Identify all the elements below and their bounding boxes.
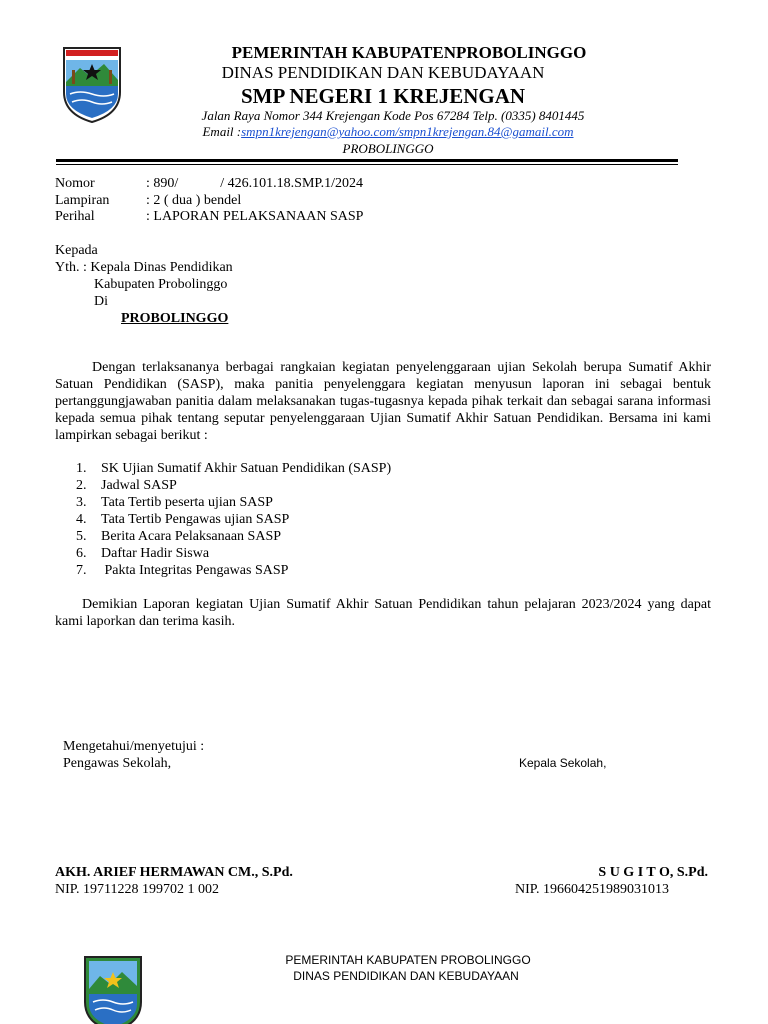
nomor-label: Nomor bbox=[55, 176, 95, 191]
sig-right-nip: NIP. 196604251989031013 bbox=[515, 882, 670, 897]
recipient-di: Di bbox=[94, 294, 108, 309]
recipient-kepada: Kepada bbox=[55, 243, 98, 258]
closing-paragraph: Demikian Laporan kegiatan Ujian Sumatif Akhir Satuan Pendidikan tahun pelajaran 2023/2024 yang dapat kami laporkan dan terima kasih. bbox=[55, 597, 711, 629]
body-paragraph: Dengan terlaksananya berbagai rangkaian kegiatan penyelenggaraan ujian Sekolah berupa Sumatif Akhir Satuan Pendidikan (SASP), maka panitia penyelenggara kegiatan menyusun laporan ini sebagai bentuk pertanggungjawaban panitia dalam melaksanakan tugas-tugasnya kepada pihak terkait dan sebagai sarana informasi kepada semua pihak tentang seputar penyelenggaraan Ujian Sumatif Akhir Satuan Pendidikan. Bersama ini kami lampirkan sebagai berikut : bbox=[55, 360, 711, 443]
header-school-name: SMP NEGERI 1 KREJENGAN bbox=[240, 84, 526, 108]
header-rule-thick bbox=[56, 159, 678, 162]
nomor-value: : 890/ / 426.101.18.SMP.1/2024 bbox=[146, 176, 364, 191]
email-label: Email : bbox=[202, 124, 242, 139]
perihal-value: : LAPORAN PELAKSANAAN SASP bbox=[146, 209, 364, 224]
sig-right-title: Kepala Sekolah, bbox=[519, 756, 607, 770]
email-link[interactable]: smpn1krejengan@yahoo.com/smpn1krejengan.84@gamail.com bbox=[241, 124, 574, 139]
sig-left-title1: Mengetahui/menyetujui : bbox=[63, 739, 205, 754]
header-department: DINAS PENDIDIKAN DAN KEBUDAYAAN bbox=[221, 63, 545, 82]
header-address: Jalan Raya Nomor 344 Krejengan Kode Pos 67284 Telp. (0335) 8401445 bbox=[201, 108, 585, 123]
sig-left-title2: Pengawas Sekolah, bbox=[63, 756, 172, 771]
header-government: PEMERINTAH KABUPATENPROBOLINGGO bbox=[231, 43, 587, 62]
recipient-line2: Kabupaten Probolinggo bbox=[94, 277, 228, 292]
next-header-department: DINAS PENDIDIKAN DAN KEBUDAYAAN bbox=[293, 969, 519, 983]
lampiran-label: Lampiran bbox=[55, 193, 110, 208]
sig-right-name: S U G I T O, S.Pd. bbox=[598, 865, 708, 880]
header-city: PROBOLINGGO bbox=[342, 141, 434, 156]
sig-left-nip: NIP. 19711228 199702 1 002 bbox=[55, 882, 219, 897]
recipient-city: PROBOLINGGO bbox=[121, 311, 229, 326]
recipient-yth: Yth. : Kepala Dinas Pendidikan bbox=[55, 260, 233, 275]
lampiran-value: : 2 ( dua ) bendel bbox=[146, 193, 242, 208]
header-rule-thin bbox=[56, 164, 678, 165]
sig-left-name: AKH. ARIEF HERMAWAN CM., S.Pd. bbox=[55, 865, 293, 880]
next-header-government: PEMERINTAH KABUPATEN PROBOLINGGO bbox=[285, 953, 531, 967]
perihal-label: Perihal bbox=[55, 209, 95, 224]
header-email-line bbox=[0, 124, 768, 140]
